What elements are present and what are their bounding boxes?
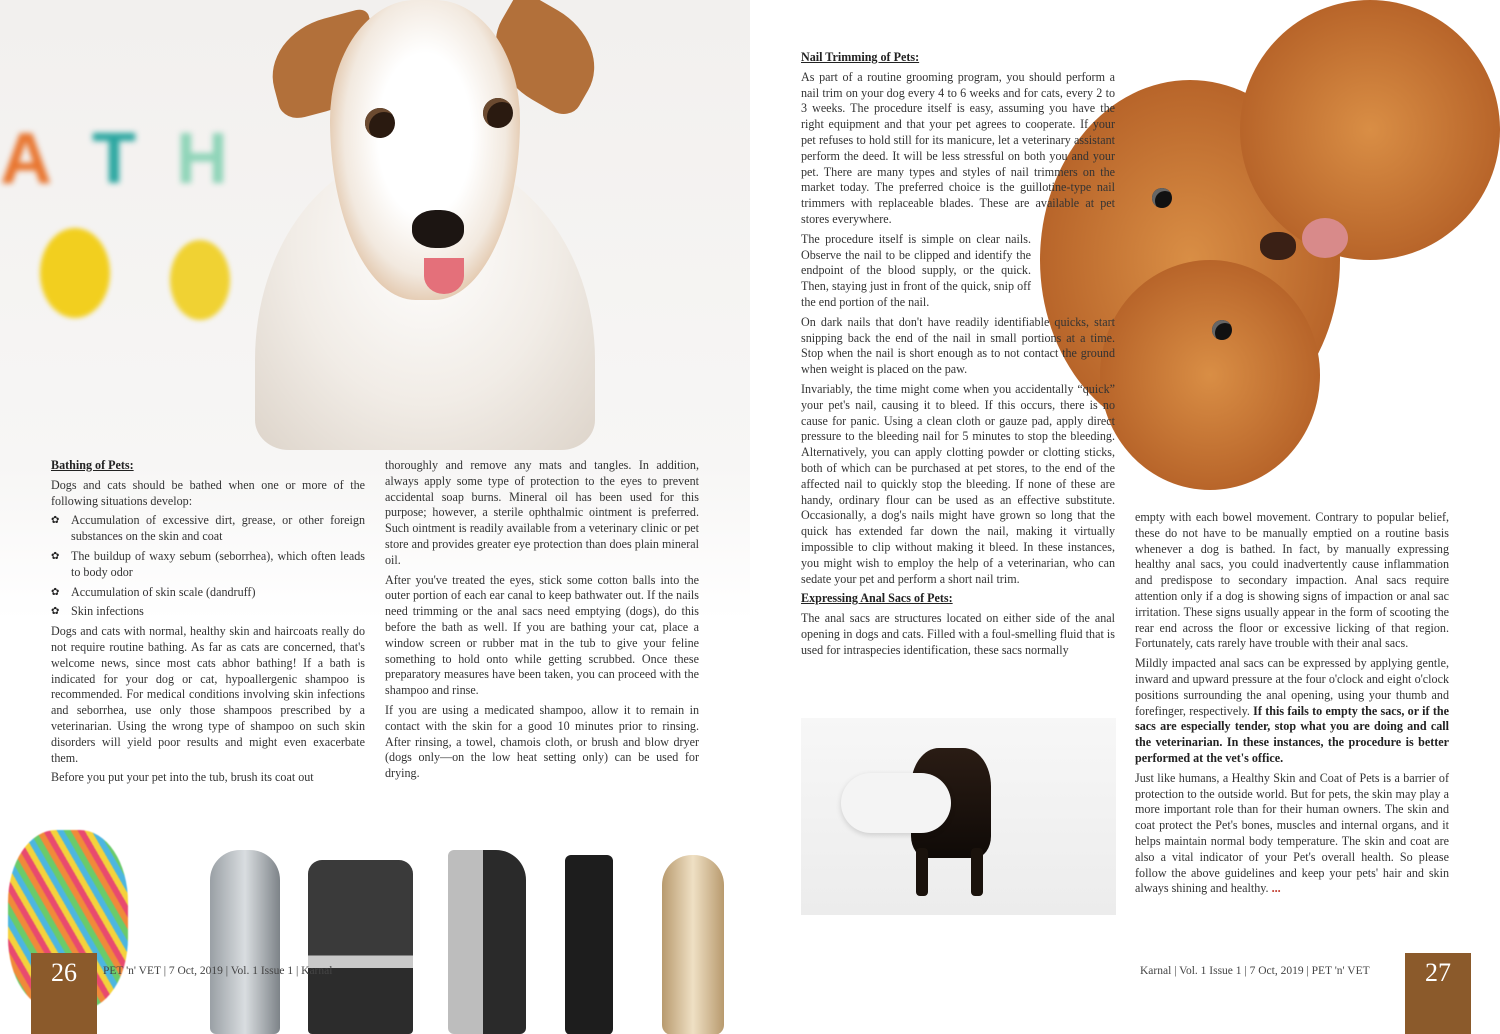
- bath-letters-decoration: [0, 118, 242, 200]
- dog-nose: [412, 210, 464, 248]
- left-column-2: [385, 458, 699, 786]
- puppy-nose: [1260, 232, 1296, 260]
- paragraph-bold-text: If this fails to empty the sacs, or if the sacs are especially tender, stop what you are doing and call the veterinarian. In these instances, the procedure is better performed at the vet's office.: [1135, 703, 1449, 765]
- paw-bullet-icon: ✿: [51, 515, 60, 527]
- page-number: 27: [1405, 953, 1471, 1034]
- paw-bullet-icon: ✿: [51, 550, 60, 562]
- paragraph: The procedure itself is simple on clear nails. Observe the nail to be clipped and identify the endpoint of the blood supply, or the quick. Then, staying just in front of the quick, snip off the end portion of the nail.: [801, 231, 1031, 309]
- vet-examining-dog-photo: [801, 718, 1116, 915]
- paragraph: The anal sacs are structures located on either side of the anal opening in dogs and cats. Filled with a foul-smelling fluid that is used for intraspecies identification, these sacs normally: [801, 611, 1115, 657]
- list-item: ✿ Accumulation of excessive dirt, grease, or other foreign substances on the skin and coat: [51, 513, 365, 544]
- comb-image: [565, 855, 613, 1034]
- left-column-1: [51, 458, 365, 790]
- paragraph: If you are using a medicated shampoo, allow it to remain in contact with the skin for a good 10 minutes prior to rinsing. After rinsing, a towel, chamois cloth, or brush and blow dryer (dogs only—on the low heat setting only) can be used for drying.: [385, 702, 699, 781]
- list-item: ✿ Accumulation of skin scale (dandruff): [51, 584, 256, 599]
- paragraph: [1135, 771, 1449, 897]
- paw-bullet-icon: ✿: [51, 606, 60, 618]
- section-heading-anal-sacs: Expressing Anal Sacs of Pets:: [801, 591, 953, 606]
- paragraph: Dogs and cats with normal, healthy skin and haircoats really do not require routine bathing. As far as cats are concerned, that's welcome news, since most cats abhor bathing! If a bath is indicated for your dog or cat, hypoallergenic shampoo is recommended. For medical conditions involving skin infections and seborrhea, use only those shampoos prescribed by a veterinarian. Using the wrong type of shampoo on such skin disorders will yield poor results and might even exacerbate them.: [51, 624, 365, 765]
- end-mark: ...: [1271, 881, 1281, 896]
- right-column-2: [1135, 510, 1449, 901]
- paragraph: As part of a routine grooming program, you should perform a nail trim on your dog every 4 to 6 weeks and for cats, every 2 to 3 weeks. The procedure itself is easy, assuming you have the right equipment and that your pet agrees to cooperate. If your pet refuses to hold still for its manicure, let a veterinary assistant perform the deed. It will be less stressful on both you and your pet. There are many types and styles of nail trimmers on the market today. The preferred choice is the guillotine-type nail trimmers with replaceable blades. These are available at pet stores everywhere.: [801, 69, 1115, 226]
- puppy-eye: [1212, 320, 1232, 340]
- slicker-brush-image: [308, 860, 413, 1034]
- paragraph-text: Mildly impacted anal sacs can be expressed by applying gentle, inward and upward pressure at the four o'clock and eight o'clock positions surrounding the anal opening, using your thumb and forefinger, respectively.: [1135, 656, 1449, 718]
- grooming-tools-photo: [0, 820, 750, 1034]
- nail-clipper-image: [210, 850, 280, 1034]
- page-footer: PET 'n' VET | 7 Oct, 2019 | Vol. 1 Issue 1 | Karnal: [103, 965, 333, 977]
- paragraph: thoroughly and remove any mats and tangles. In addition, always apply some type of protection to the eyes to prevent accidental soap burns. Mineral oil has been used for this purpose; however, a sterile ophthalmic ointment is preferred. Such ointment is readily available from a veterinary clinic or pet store and provides greater eye protection than does plain mineral oil.: [385, 458, 699, 567]
- section-heading-bathing: Bathing of Pets:: [51, 458, 134, 472]
- rubber-duck-image: [170, 240, 230, 320]
- bath-letter: T: [92, 119, 142, 199]
- bullet-list: [51, 513, 365, 620]
- section-heading-nail-trimming: Nail Trimming of Pets:: [801, 50, 920, 64]
- dog-tongue: [424, 258, 464, 294]
- puppy-eye: [1152, 188, 1172, 208]
- gloved-hand-image: [841, 773, 951, 833]
- bath-letter: H: [176, 119, 235, 199]
- paragraph: On dark nails that don't have readily identifiable quicks, start snipping back the end of the nail in small portions at a time. Stop when the nail is short enough as to not contact the ground when weight is placed on the paw.: [801, 314, 1115, 377]
- page-number: 26: [31, 953, 97, 1034]
- paragraph: Dogs and cats should be bathed when one or more of the following situations develop:: [51, 477, 365, 508]
- comb-image: [448, 850, 526, 1034]
- page-footer: Karnal | Vol. 1 Issue 1 | 7 Oct, 2019 | PET 'n' VET: [1140, 965, 1370, 977]
- puppy-mouth: [1302, 218, 1348, 258]
- rubber-duck-image: [40, 228, 110, 318]
- paragraph: Before you put your pet into the tub, brush its coat out: [51, 770, 314, 785]
- paragraph-text: Just like humans, a Healthy Skin and Coat of Pets is a barrier of protection to the outside world. But for pets, the skin may play a more important role than for their human owners. The skin and coat protect the Pet's bones, muscles and internal organs, and it helps maintain normal body temperature. The skin and coat are also a vital indicator of your Pet's overall health. So please follow the above guidelines and keep your pets' hair and skin always shining and healthy.: [1135, 770, 1449, 896]
- paragraph: empty with each bowel movement. Contrary to popular belief, these do not have to be manually emptied on a routine basis whenever a dog is bathed. In fact, by manually expressing healthy anal sacs, you could inadvertently cause inflammation and predispose to secondary impaction. Anal sacs require attention only if a dog is showing signs of impaction or anal sac irritation. These signs usually appear in the form of scooting the rear end across the floor or excessive licking of that region. Fortunately, cats rarely have trouble with their anal sacs.: [1135, 510, 1449, 651]
- paragraph: Invariably, the time might come when you accidentally “quick” your pet's nail, causing it to bleed. If this occurs, there is no cause for panic. Using a clean cloth or gauze pad, apply direct pressure to the bleeding nail for 5 minutes to stop the bleeding. Alternatively, you can apply clotting powder or clotting sticks, both of which can be purchased at pet stores, to the end of the affected nail to quickly stop the bleeding. If none of these are handy, ordinary flour can be used as an effective substitute. Occasionally, a dog's nails might have grown so long that the quick has extended far down the nail, making it virtually impossible to clip without making it bleed. In these instances, you might wish to employ the help of a veterinarian, who can sedate your pet and perform a short nail trim.: [801, 381, 1115, 586]
- bath-letter: A: [0, 119, 58, 199]
- paragraph: [1135, 656, 1449, 767]
- paw-bullet-icon: ✿: [51, 586, 60, 598]
- list-item: ✿ The buildup of waxy sebum (seborrhea), which often leads to body odor: [51, 548, 365, 579]
- chew-bone-image: [662, 855, 724, 1034]
- dog-eye: [365, 108, 395, 138]
- right-column-1: [801, 50, 1115, 662]
- dog-eye: [483, 98, 513, 128]
- paragraph: After you've treated the eyes, stick some cotton balls into the outer portion of each ear canal to keep bathwater out. If the nails need trimming or the anal sacs need emptying (dogs), do this before the bath as well. If you are bathing your cat, place a window screen or rubber mat in the tub to give your feline something to hold onto while getting scrubbed. Once these preparatory measures have been taken, you can proceed with the shampoo and rinse.: [385, 572, 699, 698]
- list-item: ✿ Skin infections: [51, 604, 144, 619]
